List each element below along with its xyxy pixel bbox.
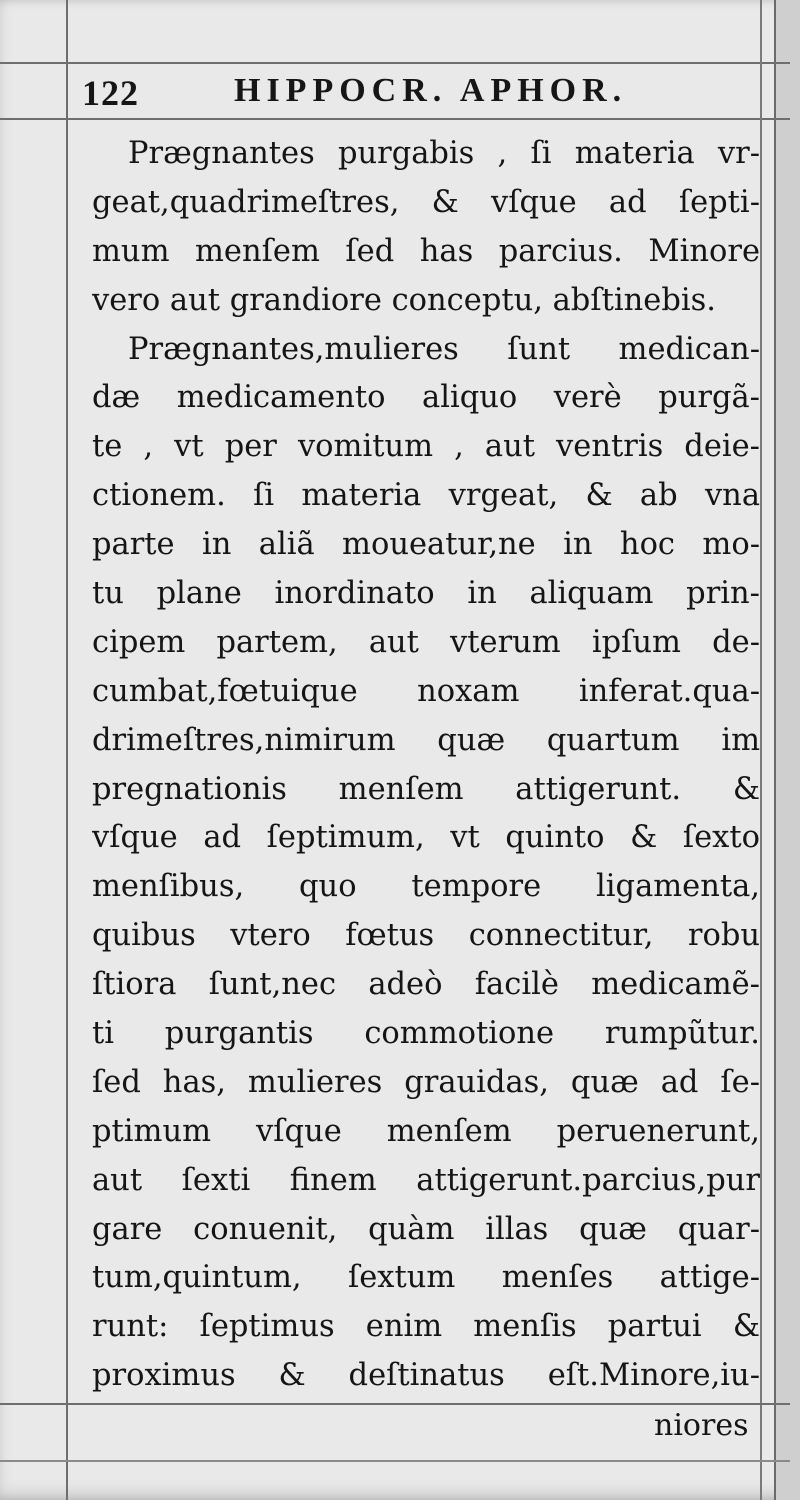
text-line: Prægnantes,mulieres ſunt medican- [128,331,760,367]
page-edge [774,0,800,1500]
text-line: tu plane inordinato in aliquam prin- [92,576,760,612]
text-line: geat,quadrimeſtres, & vſque ad ſepti- [92,184,760,220]
text-line: proximus & deſtinatus eſt.Minore,iu- [92,1358,760,1394]
text-line: ſtiora ſunt,nec adeò facilè medicamẽ- [92,967,760,1003]
text-line: tum,quintum, ſextum menſes attige- [92,1260,760,1296]
text-line: quibus vtero fœtus connectitur, robu [92,918,760,954]
text-line: dæ medicamento aliquo verè purgã- [92,380,760,416]
footer-rule-top [0,1403,790,1405]
text-line: vero aut grandiore conceptu, abſtinebis. [92,282,716,318]
text-line: drimeſtres,nimirum quæ quartum im [92,722,760,758]
body-text [92,130,760,1401]
text-line: runt: ſeptimus enim menſis partui & [92,1309,760,1345]
text-line: pregnationis menſem attigerunt. & [92,771,760,807]
text-line: ptimum vſque menſem peruenerunt, [92,1113,760,1149]
header-rule-top [0,62,790,64]
text-line: te , vt per vomitum , aut ventris deie- [92,429,760,465]
text-line: Prægnantes purgabis , ſi materia vr- [128,136,760,171]
page-header [82,66,762,116]
text-line: parte in aliã moueatur,ne in hoc mo- [92,527,760,563]
text-line: mum menſem ſed has parcius. Minore [92,233,760,269]
text-line: aut ſexti finem attigerunt.parcius,pur [92,1162,760,1198]
text-line: ſed has, mulieres grauidas, quæ ad ſe- [92,1064,760,1100]
text-line: cumbat,fœtuique noxam inferat.qua- [92,673,760,709]
text-line: menſibus, quo tempore ligamenta, [92,869,760,905]
margin-rule-left [66,0,68,1500]
header-rule-bottom [0,118,790,120]
footer-rule-bottom [0,1460,790,1462]
text-line: gare conuenit, quàm illas quæ quar- [92,1211,760,1247]
text-line: ti purgantis commotione rumpũtur. [92,1016,760,1052]
running-head: HIPPOCR. APHOR. [234,72,628,109]
margin-rule-right [760,0,762,1500]
text-line: ctionem. ſi materia vrgeat, & ab vna [92,478,760,514]
text-line: cipem partem, aut vterum ipſum de- [92,624,760,660]
text-line: vſque ad ſeptimum, vt quinto & ſexto [92,820,760,856]
catchword: niores [654,1408,749,1443]
page-number: 122 [82,73,139,113]
